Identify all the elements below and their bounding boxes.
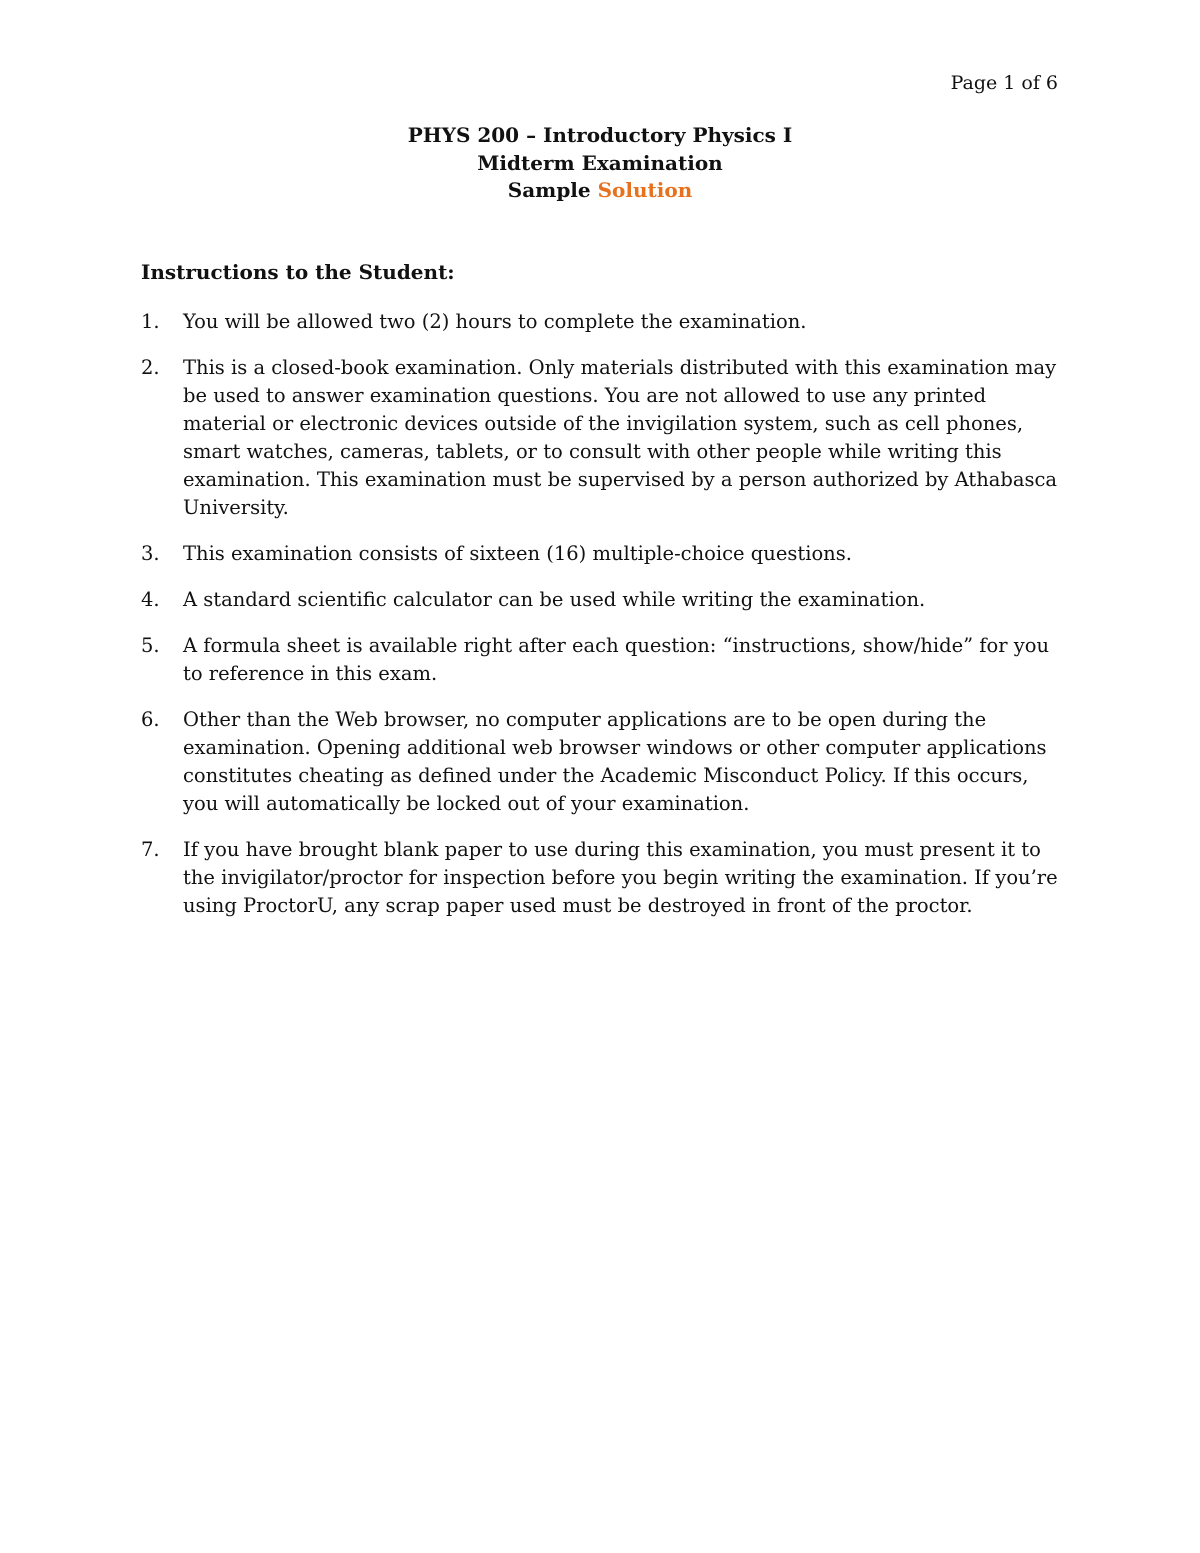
subtitle-accent: Solution xyxy=(597,178,693,202)
list-item-number: 6. xyxy=(141,708,160,731)
list-item-text: A standard scientific calculator can be used while writing the examination. xyxy=(183,588,926,611)
list-item-number: 3. xyxy=(141,542,160,565)
list-item xyxy=(141,540,1061,568)
instructions-section xyxy=(141,259,1061,938)
list-item xyxy=(141,308,1061,336)
course-title: PHYS 200 – Introductory Physics I xyxy=(407,123,793,147)
subtitle xyxy=(0,177,1200,205)
list-item-text: This is a closed-book examination. Only materials distributed with this examination may be used to answer examination questions. You are not allowed to use any printed material or electronic devices outside of the invigilation system, such as cell phones, smart watches, cameras, tablets, or to consult with other people while writing this examination. This examination must be supervised by a person authorized by Athabasca University. xyxy=(183,356,1058,519)
list-item xyxy=(141,836,1061,920)
title-block xyxy=(0,122,1200,205)
instructions-list xyxy=(141,308,1061,920)
list-item-text: Other than the Web browser, no computer applications are to be open during the examination. Opening additional web browser windows or other computer applications constitutes cheating as defined under the Academic Misconduct Policy. If this occurs, you will automatically be locked out of your examination. xyxy=(183,708,1047,815)
list-item-number: 7. xyxy=(141,838,160,861)
list-item xyxy=(141,706,1061,818)
list-item xyxy=(141,586,1061,614)
list-item xyxy=(141,632,1061,688)
instructions-heading: Instructions to the Student: xyxy=(141,260,455,284)
list-item-text: This examination consists of sixteen (16) multiple-choice questions. xyxy=(183,542,852,565)
list-item xyxy=(141,354,1061,522)
list-item-text: If you have brought blank paper to use during this examination, you must present it to the invigilator/proctor for inspection before you begin writing the examination. If you’re using ProctorU, any scrap paper used must be destroyed in front of the proctor. xyxy=(183,838,1058,917)
list-item-number: 4. xyxy=(141,588,160,611)
exam-title: Midterm Examination xyxy=(477,150,723,175)
list-item-text: A formula sheet is available right after each question: “instructions, show/hide” for you to reference in this exam. xyxy=(183,634,1050,685)
list-item-number: 1. xyxy=(141,310,160,333)
page-number: Page 1 of 6 xyxy=(950,72,1058,94)
list-item-number: 5. xyxy=(141,634,160,657)
list-item-number: 2. xyxy=(141,356,160,379)
list-item-text: You will be allowed two (2) hours to complete the examination. xyxy=(183,310,807,333)
subtitle-prefix: Sample xyxy=(507,178,591,202)
